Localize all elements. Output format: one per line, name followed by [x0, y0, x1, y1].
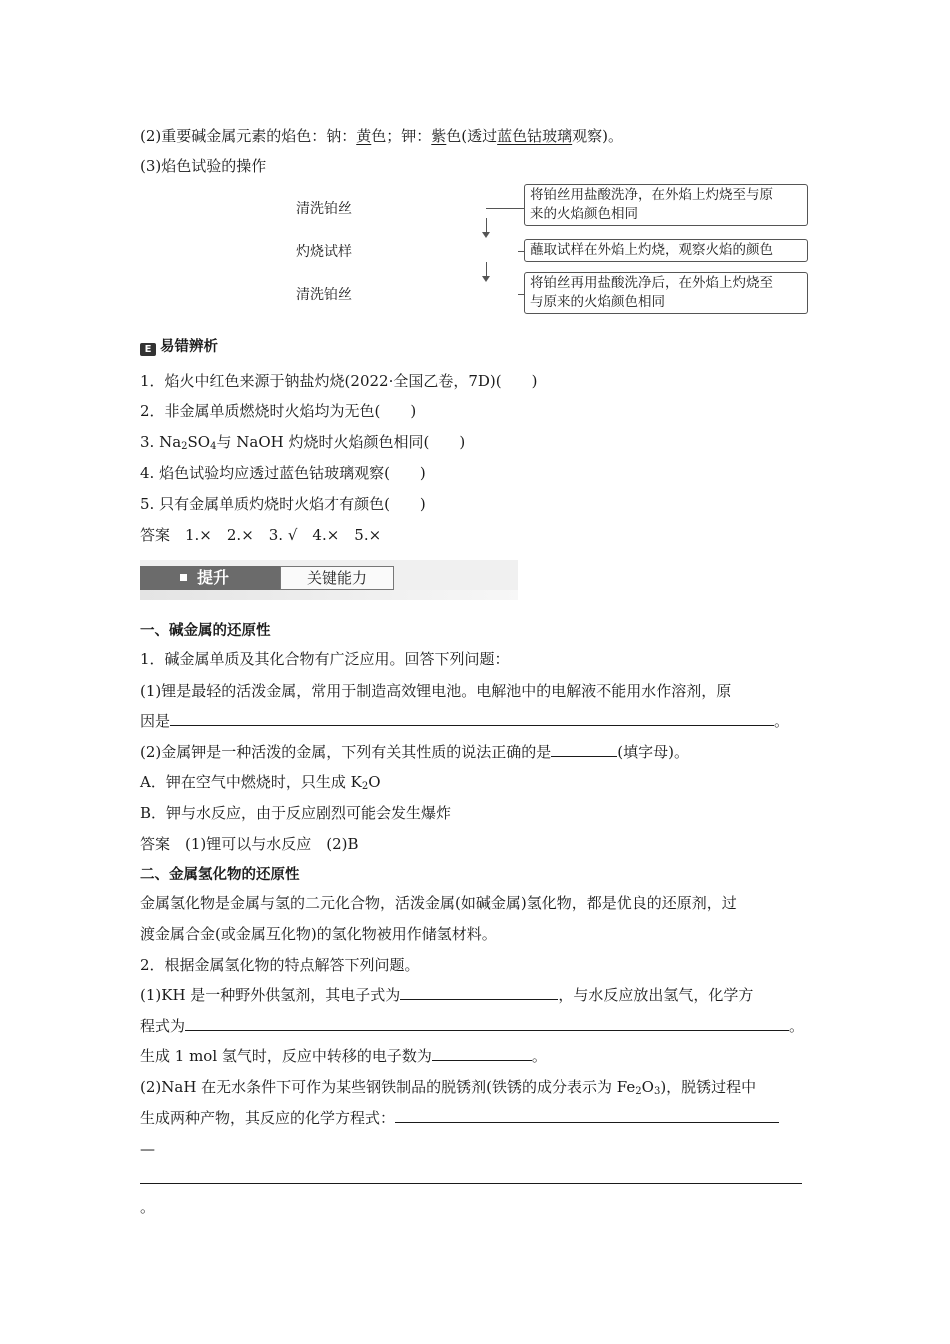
flow-arrow-icon [482, 276, 490, 282]
error-item: 3. $Na_2SO_4$与 NaOH 灼烧时火焰颜色相同( ) [140, 433, 466, 452]
flow-step-box: 将铂丝再用盐酸洗净后，在外焰上灼烧至 与原来的火焰颜色相同 [524, 272, 808, 314]
answer-blank[interactable] [432, 1046, 532, 1061]
answer-blank[interactable] [185, 1016, 789, 1031]
question-2-1-cont: 程式为 。 [140, 1017, 805, 1035]
error-answer: 答案 1.× 2.× 3. √ 4.× 5.× [140, 526, 382, 544]
error-item: 4. 焰色试验均应透过蓝色钴玻璃观察( ) [140, 464, 426, 482]
error-item: 1．焰火中红色来源于钠盐灼烧(2022·全国乙卷，7D)( ) [140, 372, 538, 390]
question-2-1: (1)KH 是一种野外供氢剂，其电子式为 ，与水反应放出氢气，化学方 [140, 986, 754, 1004]
flame-test-flowchart [296, 184, 773, 314]
final-period: 。 [140, 1198, 156, 1216]
answer-blank[interactable] [395, 1108, 779, 1123]
banner-dark-tab: 提升 [140, 566, 280, 590]
sodium-color: 黄 [356, 127, 372, 145]
question-2-2-cont: 生成两种产物，其反应的化学方程式： [140, 1107, 779, 1129]
option-b: B．钾与水反应，由于反应剧烈可能会发生爆炸 [140, 804, 452, 822]
flow-step-label: 清洗铂丝 [296, 287, 352, 303]
flow-step-box: 蘸取试样在外焰上灼烧，观察火焰的颜色 [524, 239, 808, 262]
operation-heading: (3)焰色试验的操作 [140, 157, 267, 175]
question-1-1: (1)锂是最轻的活泼金属，常用于制造高效锂电池。电解池中的电解液不能用水作溶剂，原 [140, 682, 732, 700]
flow-arrow-icon [482, 232, 490, 238]
flow-step-label: 清洗铂丝 [296, 201, 352, 217]
banner-light-tab: 关键能力 [280, 566, 394, 590]
answer-blank[interactable] [400, 985, 558, 1000]
answer-blank[interactable] [140, 1169, 802, 1184]
section-banner [140, 560, 518, 600]
potassium-color: 紫 [431, 127, 447, 145]
flow-step-label: 灼烧试样 [296, 244, 352, 260]
question-2: 2．根据金属氢化物的特点解答下列问题。 [140, 956, 420, 974]
question-1-1-cont: 因是 。 [140, 712, 790, 730]
answer-blank[interactable] [551, 742, 617, 757]
error-item: 2．非金属单质燃烧时火焰均为无色( ) [140, 402, 417, 420]
sec1-answer: 答案 (1)锂可以与水反应 (2)B [140, 835, 359, 853]
section-title: 一、碱金属的还原性 [140, 623, 271, 639]
error-item: 5. 只有金属单质灼烧时火焰才有颜色( ) [140, 495, 426, 513]
dash-mark: — [140, 1140, 155, 1158]
paragraph: 金属氢化物是金属与氢的二元化合物，活泼金属(如碱金属)氢化物，都是优良的还原剂，过 [140, 894, 737, 912]
question-2-1-electrons: 生成 1 mol 氢气时，反应中转移的电子数为 。 [140, 1047, 547, 1065]
question-2-2: (2)NaH 在无水条件下可作为某些钢铁制品的脱锈剂(铁锈的成分表示为 $Fe_2O_3$)，脱锈过程中 [140, 1078, 757, 1097]
square-icon [180, 574, 187, 581]
flow-step-box: 将铂丝用盐酸洗净，在外焰上灼烧至与原 来的火焰颜色相同 [524, 184, 808, 226]
error-analysis-heading: E 易错辨析 [140, 336, 218, 358]
section-title: 二、金属氢化物的还原性 [140, 867, 300, 883]
question-1-2: (2)金属钾是一种活泼的金属，下列有关其性质的说法正确的是 (填字母)。 [140, 743, 689, 761]
section-e-icon: E [140, 343, 156, 356]
flame-color-line: (2)重要碱金属元素的焰色：钠：黄色；钾：紫色(透过蓝色钴玻璃观察)。 [140, 127, 624, 145]
question-1: 1．碱金属单质及其化合物有广泛应用。回答下列问题： [140, 650, 510, 668]
answer-line [140, 1168, 802, 1190]
cobalt-glass-text: 蓝色钴玻璃 [497, 127, 573, 145]
option-a: A．钾在空气中燃烧时，只生成 $K_2O$ [140, 773, 381, 792]
answer-blank[interactable] [170, 711, 774, 726]
paragraph: 渡金属合金(或金属互化物)的氢化物被用作储氢材料。 [140, 925, 497, 943]
